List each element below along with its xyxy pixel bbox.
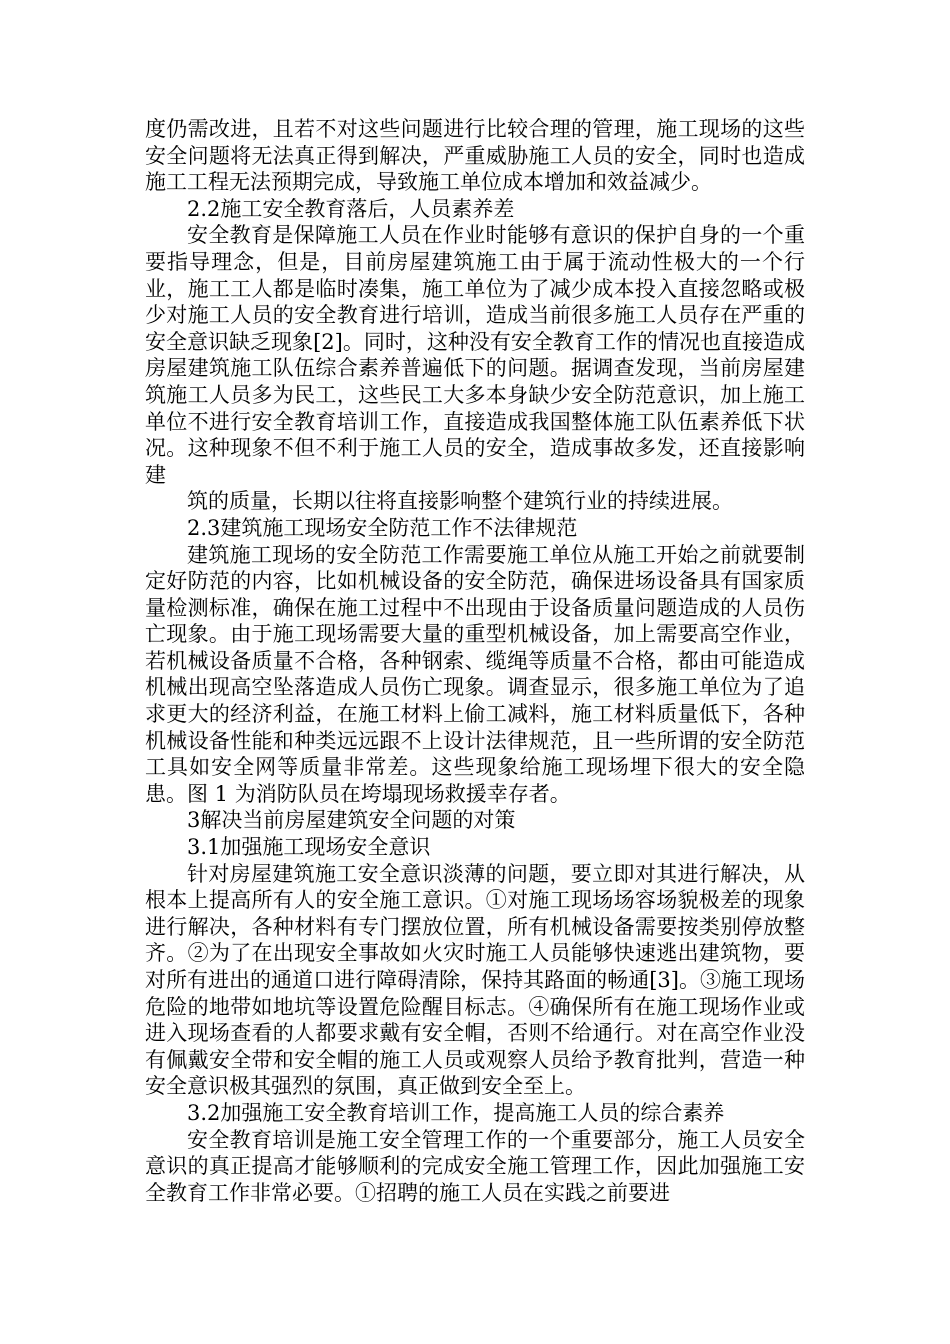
paragraph: 建筑施工现场的安全防范工作需要施工单位从施工开始之前就要制定好防范的内容，比如机械设备的安全防范，确保进场设备具有国家质量检测标准，确保在施工过程中不出现由于设备质量问题造成的人员伤亡现象。由于施工现场需要大量的重型机械设备，加上需要高空作业，若机械设备质量不合格，各种钢索、缆绳等质量不合格，都由可能造成机械出现高空坠落造成人员伤亡现象。调查显示，很多施工单位为了追求更大的经济利益，在施工材料上偷工减料，施工材料质量低下，各种机械设备性能和种类远远跟不上设计法律规范，且一些所谓的安全防范工具如安全网等质量非常差。这些现象给施工现场埋下很大的安全隐患。图 1 为消防队员在垮塌现场救援幸存者。 — [145, 542, 805, 806]
section-heading: 3.1加强施工现场安全意识 — [187, 835, 431, 860]
section-heading: 3解决当前房屋建筑安全问题的对策 — [187, 808, 516, 833]
paragraph: 安全教育培训是施工安全管理工作的一个重要部分，施工人员安全意识的真正提高才能够顺利的完成安全施工管理工作，因此加强施工安全教育工作非常必要。①招聘的施工人员在实践之前要进 — [145, 1127, 805, 1205]
paragraph: 度仍需改进，且若不对这些问题进行比较合理的管理，施工现场的这些安全问题将无法真正得到解决，严重威胁施工人员的安全，同时也造成施工工程无法预期完成，导致施工单位成本增加和效益减少。 — [145, 117, 805, 195]
section-heading: 2.3建筑施工现场安全防范工作不法律规范 — [187, 515, 578, 540]
document-page — [145, 116, 805, 1206]
paragraph: 筑的质量，长期以往将直接影响整个建筑行业的持续进展。 — [187, 489, 733, 514]
section-heading: 2.2施工安全教育落后，人员素养差 — [187, 196, 515, 221]
section-heading: 3.2加强施工安全教育培训工作，提高施工人员的综合素养 — [187, 1100, 725, 1125]
paragraph: 安全教育是保障施工人员在作业时能够有意识的保护自身的一个重要指导理念，但是，目前房屋建筑施工由于属于流动性极大的一个行业，施工工人都是临时凑集，施工单位为了减少成本投入直接忽略或极少对施工人员的安全教育进行培训，造成当前很多施工人员存在严重的安全意识缺乏现象[2]。同时，这种没有安全教育工作的情况也直接造成房屋建筑施工队伍综合素养普遍低下的问题。据调查发现，当前房屋建筑施工人员多为民工，这些民工大多本身缺少安全防范意识，加上施工单位不进行安全教育培训工作，直接造成我国整体施工队伍素养低下状况。这种现象不但不利于施工人员的安全，造成事故多发，还直接影响建 — [145, 223, 805, 487]
paragraph: 针对房屋建筑施工安全意识淡薄的问题，要立即对其进行解决，从根本上提高所有人的安全施工意识。①对施工现场场容场貌极差的现象进行解决，各种材料有专门摆放位置，所有机械设备需要按类别停放整齐。②为了在出现安全事故如火灾时施工人员能够快速逃出建筑物，要对所有进出的通道口进行障碍清除，保持其路面的畅通[3]。③施工现场危险的地带如地坑等设置危险醒目标志。④确保所有在施工现场作业或进入现场查看的人都要求戴有安全帽，否则不给通行。对在高空作业没有佩戴安全带和安全帽的施工人员或观察人员给予教育批判，营造一种安全意识极其强烈的氛围，真正做到安全至上。 — [145, 861, 805, 1099]
